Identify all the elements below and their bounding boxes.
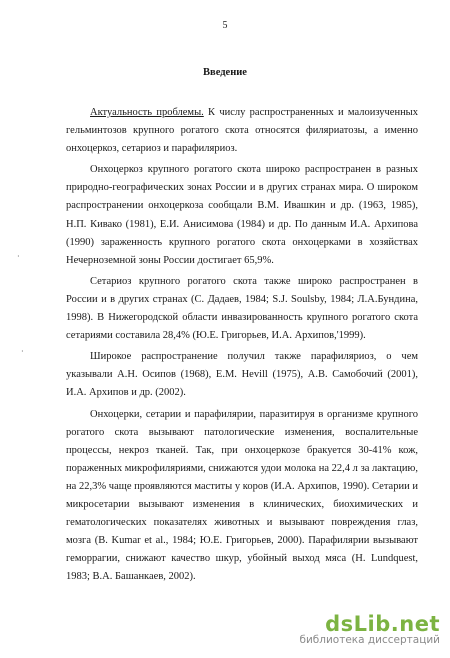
margin-mark: ·	[21, 347, 24, 356]
dslib-watermark	[299, 612, 440, 646]
paragraph-pathology	[66, 406, 418, 587]
paragraph-text: Сетариоз крупного рогатого скота также широко распространен в России и в других странах (С. Дадаев, 1984; S.J. Soulsby, 1984; Л.А.Бундина, 1998). В Нижегородской области инвазированность крупного рогатого скота сетариями составила 28,4% (Ю.Е. Григорьев, И.А. Архипов,'1999).	[66, 275, 418, 342]
paragraph-text: К числу распространенных и малоизученных гельминтозов крупного рогатого скота относятся филяриатозы, а именно онхоцеркоз, сетариоз и парафиляриоз.	[66, 107, 418, 155]
paragraph-onchocerciasis	[66, 161, 418, 270]
body-text	[66, 104, 418, 589]
paragraph-text: Онхоцерки, сетарии и парафилярии, паразитируя в организме крупного рогатого скота вызывают патологические изменения, воспалительные процессы, некроз тканей. Так, при онхоцеркозе бракуется 30-41% кож, пораженных микрофиляриями, снижаются удои молока на 22,4 л за лактацию, на 22,3% чаще проявляются маститы у коров (И.А. Архипов, 1990). Сетарии и микросетарии вызывают изменения в клинических, биохимических и гематологических показателях животных и вызывают повреждения глаз, мозга (B. Kumar et al., 1984; Ю.Е. Григорьев, 2000). Парафилярии вызывают геморрагии, снижают качество шкур, убойный выход мяса (H. Lundquest, 1983; В.А. Башанкаев, 2002).	[66, 408, 418, 583]
paragraph-relevance	[66, 104, 418, 158]
paragraph-setariasis	[66, 273, 418, 345]
dslib-logo: dsLib.net	[325, 612, 440, 636]
paragraph-text: Широкое распространение получил также парафиляриоз, о чем указывали А.Н. Осипов (1968), E.M. Hevill (1975), А.В. Самобочий (2001), И.А. Архипов и др. (2002).	[66, 351, 418, 399]
section-heading: Введение	[203, 67, 247, 78]
paragraph-text: Онхоцеркоз крупного рогатого скота широко распространен в разных природно-географических зонах России и в других странах мира. О широком распространении онхоцеркоза сообщали В.М. Ивашкин и др. (1963, 1985), Н.П. Кивако (1981), Е.И. Анисимова (1984) и др. По данным И.А. Архипова (1990) зараженность крупного рогатого скота онхоцерками в хозяйствах Нечерноземной зоны России достигает 65,9%.	[66, 164, 418, 266]
dslib-subtitle: библиотека диссертаций	[299, 634, 440, 646]
page-number: 5	[222, 20, 228, 31]
relevance-lead: Актуальность проблемы.	[90, 107, 204, 118]
paragraph-parafilariasis	[66, 348, 418, 402]
margin-mark: ·	[17, 252, 20, 261]
